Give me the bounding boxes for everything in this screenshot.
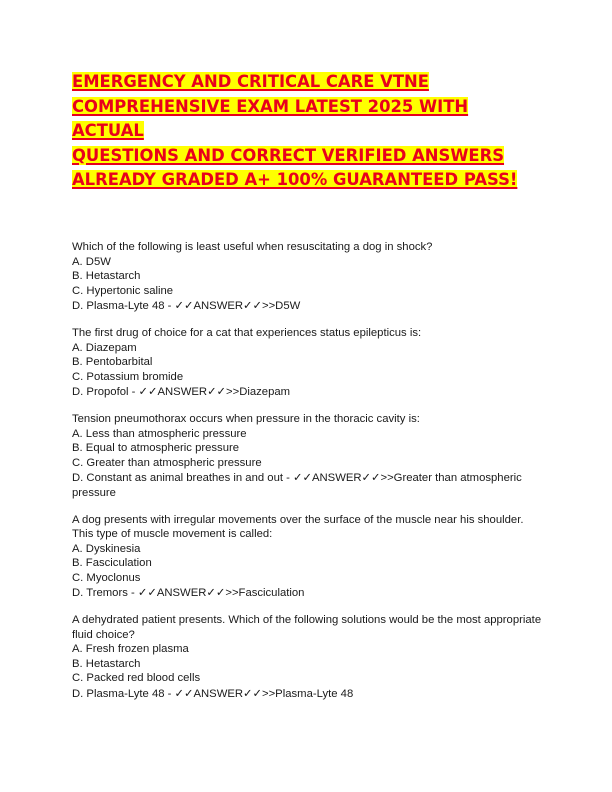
answer-option: B. Hetastarch (72, 270, 141, 283)
answer-option: A. Diazepam (72, 341, 137, 354)
answer-option: A. D5W (72, 255, 111, 268)
question-stem: A dog presents with irregular movements over the surface of the muscle near his shoulder. This type of muscle movement is called: (72, 513, 524, 541)
answer-option: A. Dyskinesia (72, 542, 141, 555)
title-line: COMPREHENSIVE EXAM LATEST 2025 WITH ACTUAL (72, 96, 469, 140)
question-block (72, 412, 542, 501)
answer-line: D. Plasma-Lyte 48 - ✓✓ANSWER✓✓>>Plasma-Lyte 48 (72, 688, 354, 701)
answer-option: A. Fresh frozen plasma (72, 643, 189, 656)
question-stem: Which of the following is least useful when resuscitating a dog in shock? (72, 241, 433, 253)
answer-line: D. Plasma-Lyte 48 - ✓✓ANSWER✓✓>>D5W (72, 300, 301, 313)
answer-option: C. Hypertonic saline (72, 284, 174, 297)
title-line: ALREADY GRADED A+ 100% GUARANTEED PASS! (72, 170, 518, 189)
answer-option: B. Fasciculation (72, 557, 152, 570)
title-line: EMERGENCY AND CRITICAL CARE VTNE (72, 72, 429, 91)
answer-option: C. Packed red blood cells (72, 672, 201, 685)
document-title (72, 70, 542, 193)
question-block (72, 240, 542, 314)
answer-option: B. Pentobarbital (72, 356, 153, 369)
question-stem: A dehydrated patient presents. Which of the following solutions would be the most appropriate fluid choice? (72, 614, 542, 641)
answer-line: D. Constant as animal breathes in and out - ✓✓ANSWER✓✓>>Greater than atmospheric pressure (72, 472, 522, 499)
question-stem: The first drug of choice for a cat that experiences status epilepticus is: (72, 326, 422, 339)
answer-option: A. Less than atmospheric pressure (72, 427, 247, 440)
answer-option: B. Equal to atmospheric pressure (72, 442, 240, 455)
answer-option: B. Hetastarch (72, 657, 141, 670)
answer-line: D. Tremors - ✓✓ANSWER✓✓>>Fasciculation (72, 587, 305, 600)
question-block (72, 613, 542, 702)
question-stem: Tension pneumothorax occurs when pressure in the thoracic cavity is: (72, 412, 420, 425)
question-list (72, 240, 542, 714)
answer-option: C. Myoclonus (72, 571, 141, 584)
question-block (72, 326, 542, 400)
question-block (72, 513, 542, 602)
title-line: QUESTIONS AND CORRECT VERIFIED ANSWERS (72, 145, 505, 165)
answer-line: D. Propofol - ✓✓ANSWER✓✓>>Diazepam (72, 386, 291, 399)
answer-option: C. Potassium bromide (72, 370, 184, 383)
answer-option: C. Greater than atmospheric pressure (72, 456, 262, 469)
